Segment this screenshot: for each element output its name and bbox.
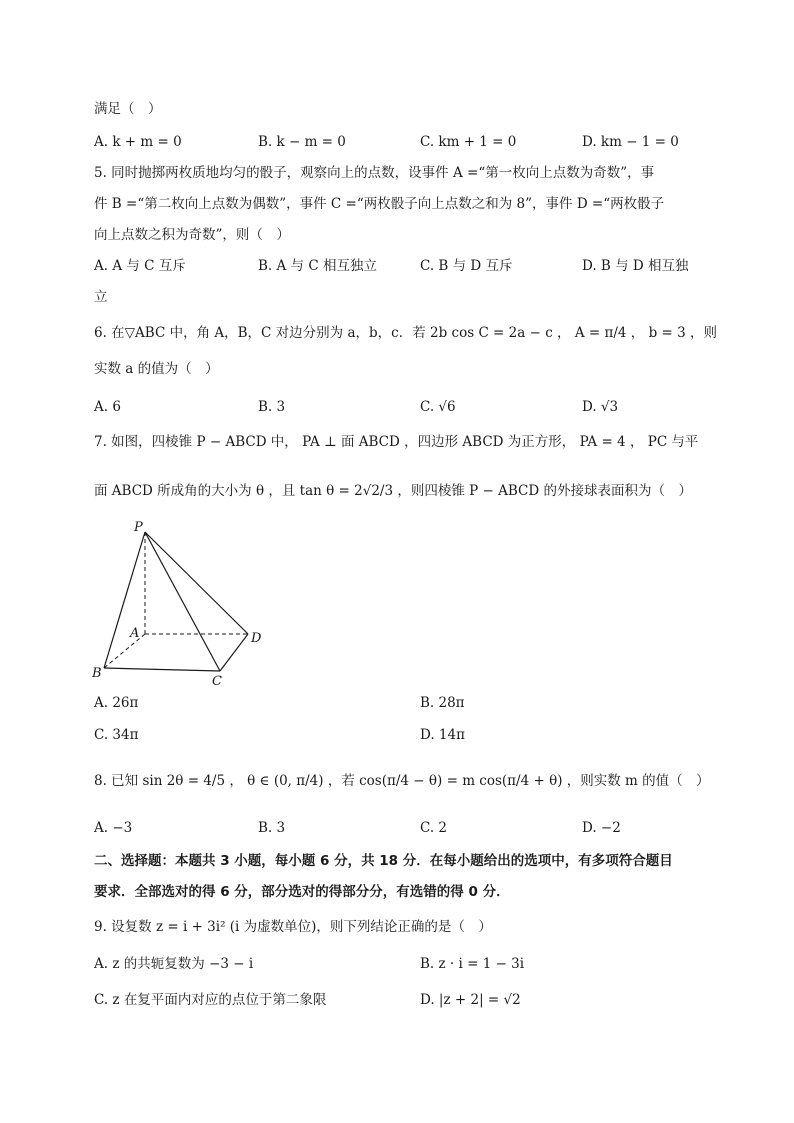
q8-option-a: A. −3	[94, 820, 133, 836]
q7-line1: 7. 如图，四棱锥 P − ABCD 中， PA ⊥ 面 ABCD ，四边形 ABCD 为正方形， PA = 4 ， PC 与平	[94, 434, 699, 450]
q8-option-d: D. −2	[582, 820, 621, 836]
q9-option-b: B. z · i = 1 − 3i	[420, 956, 525, 972]
label-b: B	[92, 666, 102, 681]
q5-option-d-wrap: 立	[94, 289, 108, 305]
edge-pb	[104, 532, 145, 668]
label-p: P	[134, 520, 143, 535]
q7-option-c: C. 34π	[94, 727, 139, 743]
label-a: A	[130, 626, 140, 641]
q8-option-c: C. 2	[420, 820, 448, 836]
edge-pc	[145, 532, 220, 671]
q5-option-d: D. B 与 D 相互独	[582, 258, 689, 274]
section2-line1: 二、选择题：本题共 3 小题，每小题 6 分，共 18 分．在每小题给出的选项中，有多项符合题目	[94, 853, 673, 869]
q9-option-a: A. z 的共轭复数为 −3 − i	[94, 956, 254, 972]
label-d: D	[251, 631, 262, 646]
q6-line1: 6. 在▽ABC 中，角 A，B，C 对边分别为 a，b，c．若 2b cos C = 2a − c ， A = π/4 ， b = 3 ，则	[94, 325, 717, 341]
edge-cd	[220, 634, 248, 671]
q7-option-d: D. 14π	[420, 727, 465, 743]
label-c: C	[212, 674, 222, 689]
q4-option-c: C. km + 1 = 0	[420, 134, 517, 150]
pyramid-figure	[88, 515, 278, 690]
q4-option-b: B. k − m = 0	[258, 134, 346, 150]
q5-line3: 向上点数之积为奇数”，则（ ）	[94, 227, 290, 243]
q8-option-b: B. 3	[258, 820, 286, 836]
q6-option-c: C. √6	[420, 399, 456, 415]
q6-option-a: A. 6	[94, 399, 121, 415]
q5-option-a: A. A 与 C 互斥	[94, 258, 186, 274]
q5-line1: 5. 同时抛掷两枚质地均匀的骰子，观察向上的点数，设事件 A =“第一枚向上点数为奇数”，事	[94, 165, 655, 181]
q6-line2: 实数 a 的值为（ ）	[94, 361, 219, 377]
q9-option-c: C. z 在复平面内对应的点位于第二象限	[94, 992, 327, 1008]
q7-option-b: B. 28π	[420, 695, 465, 711]
q7-line2: 面 ABCD 所成角的大小为 θ ，且 tan θ = 2√2/3 ，则四棱锥 P − ABCD 的外接球表面积为（ ）	[94, 483, 692, 499]
q9-line1: 9. 设复数 z = i + 3i² (i 为虚数单位)，则下列结论正确的是（ ）	[94, 919, 492, 935]
q5-option-b: B. A 与 C 相互独立	[258, 258, 377, 274]
q6-option-d: D. √3	[582, 399, 619, 415]
q4-tail: 满足（ ）	[94, 101, 162, 117]
q9-option-d: D. |z + 2| = √2	[420, 992, 521, 1008]
section2-line2: 要求．全部选对的得 6 分，部分选对的得部分分，有选错的得 0 分．	[94, 884, 510, 900]
q7-option-a: A. 26π	[94, 695, 139, 711]
q8-line1: 8. 已知 sin 2θ = 4/5 ， θ ∈ (0, π/4) ，若 cos(π/4 − θ) = m cos(π/4 + θ) ，则实数 m 的值（ ）	[94, 773, 710, 789]
q4-option-d: D. km − 1 = 0	[582, 134, 679, 150]
q4-option-a: A. k + m = 0	[94, 134, 182, 150]
q5-option-c: C. B 与 D 互斥	[420, 258, 513, 274]
q6-option-b: B. 3	[258, 399, 286, 415]
q5-line2: 件 B =“第二枚向上点数为偶数”，事件 C =“两枚骰子向上点数之和为 8”，事件 D =“两枚骰子	[94, 196, 665, 212]
edge-bc	[104, 668, 220, 671]
edge-pd	[145, 532, 248, 634]
